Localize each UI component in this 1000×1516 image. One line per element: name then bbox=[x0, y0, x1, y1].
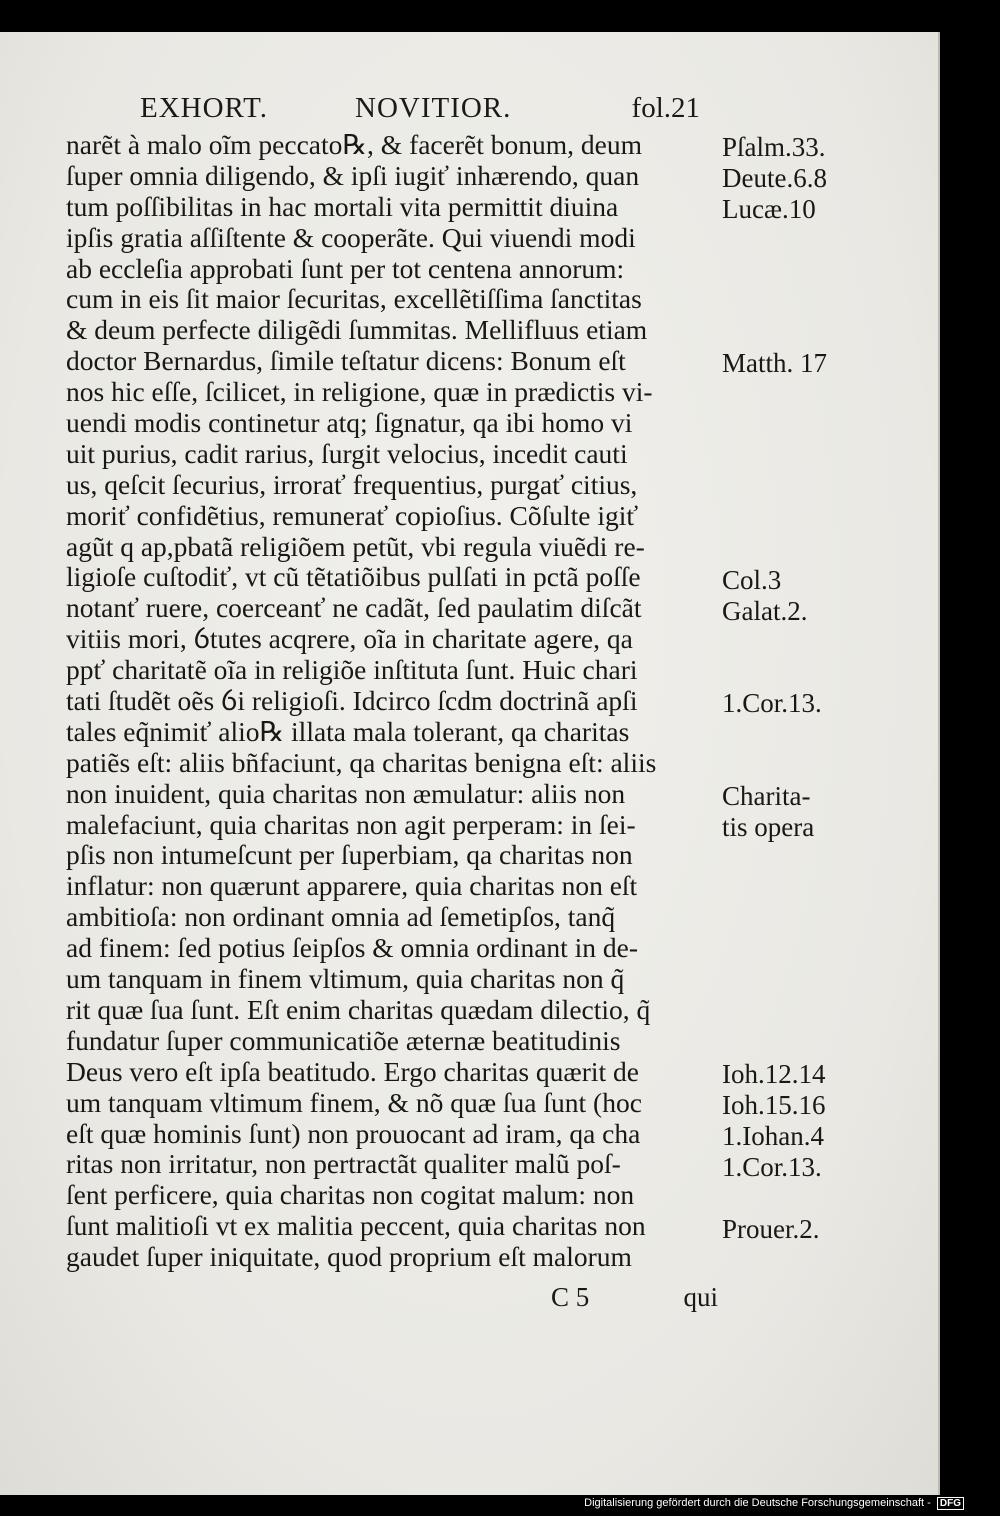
marginal-note: Ioh.15.16 bbox=[722, 1089, 826, 1120]
text-line: ad finem: ſed potius ſeipſos & omnia ordinant in de- bbox=[66, 933, 639, 964]
text-line: eſt quæ hominis ſunt) non prouocant ad iram, qa cha bbox=[66, 1118, 641, 1149]
marginal-note: tis opera bbox=[722, 811, 815, 842]
text-line: notanť ruere, coerceanť ne cadãt, ſed paulatim diſcãt bbox=[66, 593, 642, 624]
text-line: ppť charitatẽ oĩa in religiõe inſtituta ſunt. Huic chari bbox=[66, 655, 638, 686]
text-line: tales eq̃nimiť alio℞ illata mala tolerant, qa charitas bbox=[66, 716, 630, 747]
running-head bbox=[140, 92, 700, 128]
text-line: inflatur: non quærunt apparere, quia charitas non eſt bbox=[66, 871, 638, 902]
text-line: ſuper omnia diligendo, & ipſi iugiť inhærendo, quan bbox=[66, 160, 640, 191]
text-line: um tanquam in finem vltimum, quia charitas non q̃ bbox=[66, 964, 625, 995]
text-line: vitiis mori, ỽtutes acqrere, oĩa in charitate agere, qa bbox=[66, 624, 633, 655]
text-line: & deum perfecte diligẽdi ſummitas. Mellifluus etiam bbox=[66, 315, 648, 346]
marginal-note: Lucæ.10 bbox=[722, 193, 816, 224]
marginal-note: Col.3 bbox=[722, 564, 782, 595]
page-foot bbox=[66, 1282, 716, 1318]
marginal-note: Matth. 17 bbox=[722, 348, 827, 379]
catchword: qui bbox=[683, 1282, 718, 1312]
marginal-note: Galat.2. bbox=[722, 595, 808, 626]
text-line: patiẽs eſt: aliis bñfaciunt, qa charitas benigna eſt: aliis bbox=[66, 747, 657, 778]
text-line: moriť confidẽtius, remunerať copioſius. Cõſulte igiť bbox=[66, 500, 639, 531]
text-line: pſis non intumeſcunt per ſuperbiam, qa charitas non bbox=[66, 840, 633, 871]
marginal-note: Deute.6.8 bbox=[722, 162, 827, 193]
dfg-logo: DFG bbox=[937, 1497, 964, 1510]
signature-mark: C 5 bbox=[551, 1282, 590, 1312]
text-line: doctor Bernardus, ſimile teſtatur dicens: Bonum eſt bbox=[66, 346, 626, 377]
text-line: ambitioſa: non ordinant omnia ad ſemetipſos, tanq̃ bbox=[66, 902, 616, 933]
text-line: ab eccleſia approbati ſunt per tot centena annorum: bbox=[66, 253, 625, 284]
text-line: us, qeſcit ſecurius, irrorať frequentius, purgať citius, bbox=[66, 469, 638, 500]
text-line: malefaciunt, quia charitas non agit perperam: in ſei- bbox=[66, 809, 636, 840]
running-head-middle: NOVITIOR. bbox=[355, 92, 512, 124]
text-line: ritas non irritatur, non pertractãt qualiter malũ poſ- bbox=[66, 1149, 621, 1180]
text-line: non inuident, quia charitas non æmulatur: aliis non bbox=[66, 778, 626, 809]
digitization-credit bbox=[584, 1497, 964, 1510]
text-line: nos hic eſſe, ſcilicet, in religione, quæ in prædictis vi- bbox=[66, 377, 653, 408]
credit-text: Digitalisierung gefördert durch die Deutsche Forschungsgemeinschaft - bbox=[584, 1497, 931, 1509]
marginal-note: Pſalm.33. bbox=[722, 132, 826, 162]
marginal-note: 1.Cor.13. bbox=[722, 688, 822, 719]
marginal-note: Ioh.12.14 bbox=[722, 1059, 826, 1089]
running-head-left: EXHORT. bbox=[140, 92, 268, 124]
book-page bbox=[0, 32, 940, 1495]
marginal-note: 1.Iohan.4 bbox=[722, 1120, 824, 1151]
main-text-block bbox=[66, 130, 716, 1273]
text-line: rit quæ ſua ſunt. Eſt enim charitas quædam dilectio, q̃ bbox=[66, 994, 651, 1025]
text-line: tati ſtudẽt oẽs ỽi religioſi. Idcirco ſcdm doctrinã apſi bbox=[66, 686, 638, 717]
text-line: fundatur ſuper communicatiõe æternæ beatitudinis bbox=[66, 1025, 621, 1056]
text-line: ſunt malitioſi vt ex malitia peccent, quia charitas non bbox=[66, 1211, 646, 1242]
text-line: ligioſe cuſtodiť, vt cũ tẽtatiõibus pulſati in pctã poſſe bbox=[66, 562, 641, 593]
text-line: uit purius, cadit rarius, ſurgit velocius, incedit cauti bbox=[66, 438, 628, 469]
marginal-note: 1.Cor.13. bbox=[722, 1151, 822, 1182]
text-line: um tanquam vltimum finem, & nõ quæ ſua ſunt (hoc bbox=[66, 1087, 642, 1118]
text-line: Deus vero eſt ipſa beatitudo. Ergo charitas quærit de bbox=[66, 1056, 640, 1087]
text-line: gaudet ſuper iniquitate, quod proprium eſt malorum bbox=[66, 1242, 632, 1273]
folio-number: fol.21 bbox=[631, 92, 700, 124]
marginal-note: Charita- bbox=[722, 780, 811, 811]
text-line: agũt q ap,pbatã religiõem petũt, vbi regula viuẽdi re- bbox=[66, 531, 645, 562]
text-line: cum in eis ſit maior ſecuritas, excellẽtiſſima ſanctitas bbox=[66, 284, 642, 315]
marginal-note: Prouer.2. bbox=[722, 1213, 820, 1244]
text-line: narẽt à malo oĩm peccato℞, & facerẽt bonum, deum bbox=[66, 130, 642, 160]
text-line: tum poſſibilitas in hac mortali vita permittit diuina bbox=[66, 191, 619, 222]
text-line: ſent perficere, quia charitas non cogitat malum: non bbox=[66, 1180, 635, 1211]
text-line: uendi modis continetur atq; ſignatur, qa ibi homo vi bbox=[66, 408, 633, 439]
text-line: ipſis gratia aſſiſtente & cooperãte. Qui viuendi modi bbox=[66, 222, 636, 253]
